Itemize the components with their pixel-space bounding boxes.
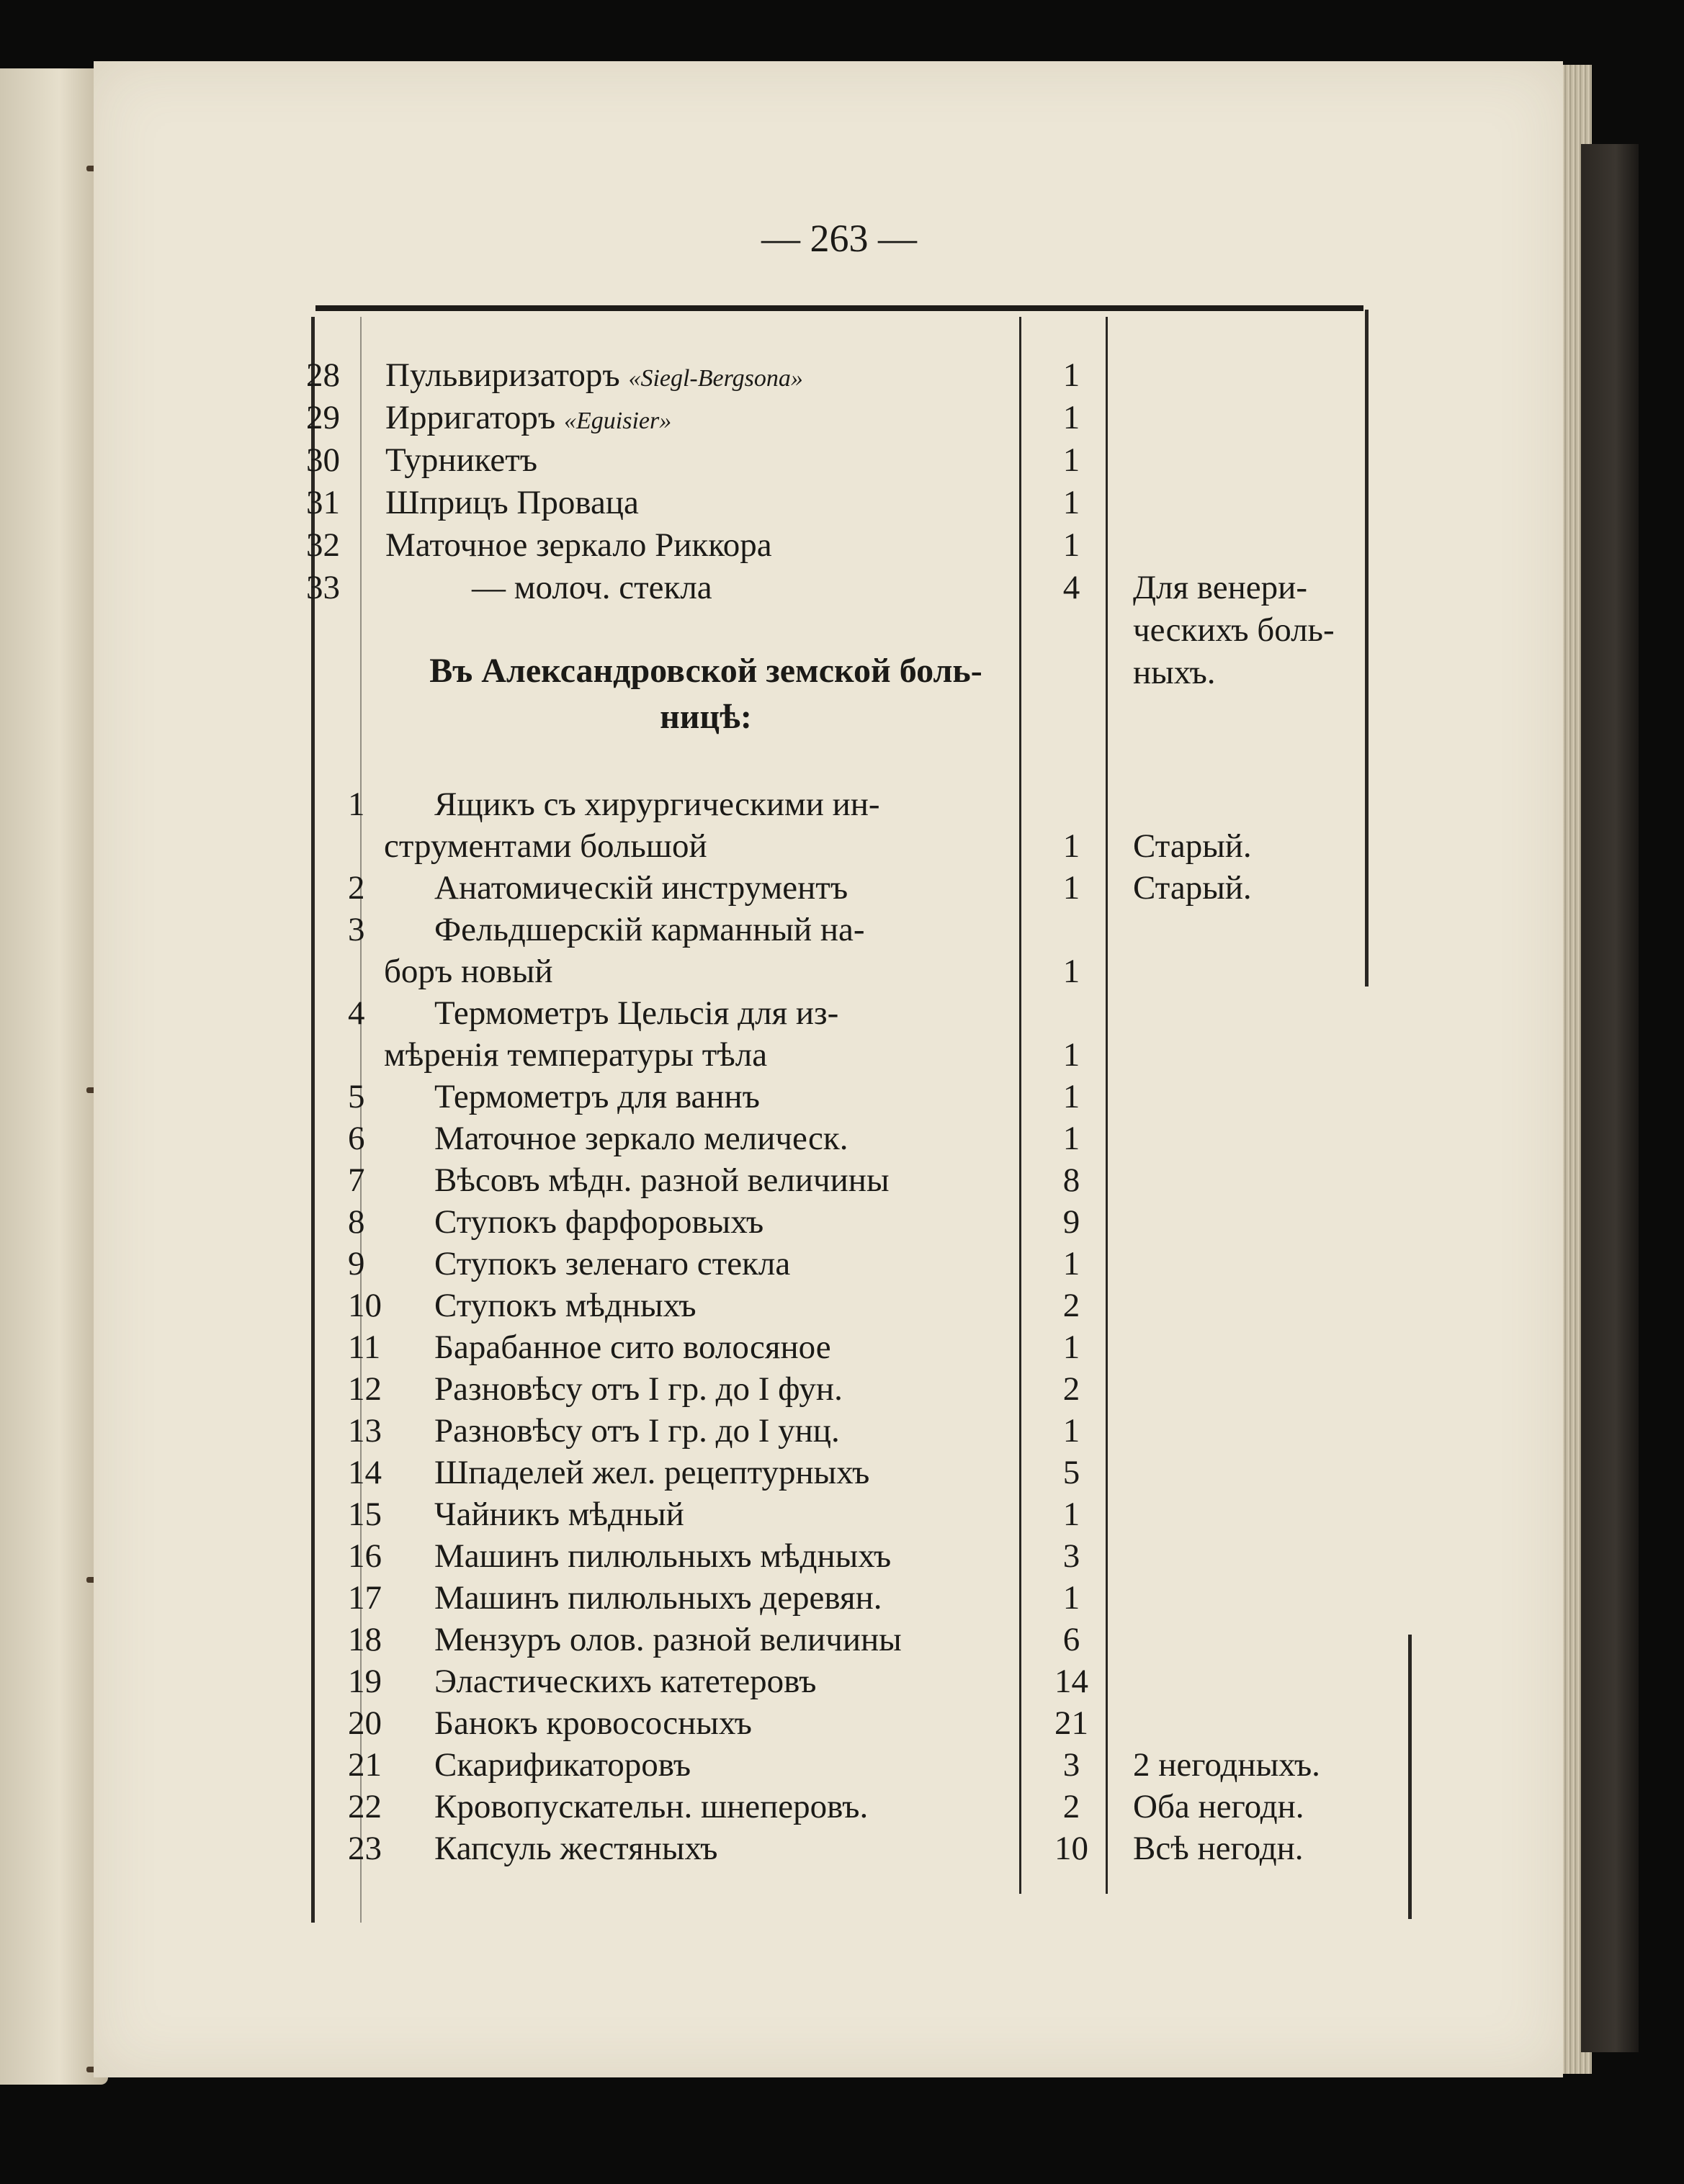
- table-row: [306, 439, 1430, 481]
- item-quantity: 10: [1054, 1830, 1088, 1867]
- table-row-continuation: [306, 1034, 1430, 1076]
- table-row: [306, 1159, 1430, 1201]
- item-name: Чайникъ мѣдный: [434, 1496, 684, 1533]
- item-name: Маточное зеркало Риккора: [385, 526, 772, 564]
- item-quantity: 3: [1062, 1537, 1080, 1575]
- table-row: [306, 992, 1430, 1034]
- row-number: 9: [348, 1245, 365, 1282]
- row-number: 12: [348, 1370, 382, 1408]
- item-note: 2 негодныхъ.: [1133, 1746, 1320, 1784]
- item-quantity: 1: [1062, 399, 1080, 436]
- item-quantity: 5: [1062, 1454, 1080, 1491]
- item-name: Разновѣсу отъ I гр. до I фун.: [434, 1370, 843, 1408]
- item-name: Машинъ пилюльныхъ деревян.: [434, 1579, 882, 1617]
- row-number: 7: [348, 1161, 365, 1199]
- table-row: [306, 1285, 1430, 1326]
- brand-name: «Siegl-Bergsona»: [628, 365, 803, 392]
- table-row: [306, 1410, 1430, 1452]
- item-name: Банокъ кровососныхъ: [434, 1704, 752, 1742]
- item-name: Кровопускательн. шнеперовъ.: [434, 1788, 869, 1825]
- note-continuation: ческихъ боль-: [1133, 611, 1335, 649]
- table-row: [306, 1786, 1430, 1828]
- row-number: 15: [348, 1496, 382, 1533]
- item-quantity: 1: [1062, 1078, 1080, 1115]
- table-row: [306, 1452, 1430, 1493]
- item-name: Маточное зеркало мелическ.: [434, 1120, 848, 1157]
- row-number: 11: [348, 1329, 381, 1366]
- table-row: [306, 1702, 1430, 1744]
- item-quantity: 14: [1054, 1663, 1088, 1700]
- item-quantity: 2: [1062, 1788, 1080, 1825]
- item-note: Старый.: [1133, 827, 1252, 865]
- item-note: Всѣ негодн.: [1133, 1830, 1304, 1867]
- row-number: 2: [348, 869, 365, 907]
- item-quantity: 1: [1062, 869, 1080, 907]
- item-name: боръ новый: [384, 953, 553, 990]
- item-name: Анатомическій инструментъ: [434, 869, 848, 907]
- table-row: [306, 1828, 1430, 1869]
- item-quantity: 6: [1062, 1621, 1080, 1658]
- table-row: [306, 1744, 1430, 1786]
- table-row: [306, 1076, 1430, 1118]
- table-row: [306, 1368, 1430, 1410]
- item-quantity: 9: [1062, 1203, 1080, 1241]
- item-quantity: 1: [1062, 1120, 1080, 1157]
- row-number: 8: [348, 1203, 365, 1241]
- item-quantity: 1: [1062, 1036, 1080, 1074]
- item-name: мѣренія температуры тѣла: [384, 1036, 768, 1074]
- table-row: [306, 482, 1430, 523]
- table-row: [306, 1577, 1430, 1619]
- table-row: [306, 1493, 1430, 1535]
- row-number: 28: [306, 356, 340, 394]
- item-name: Ступокъ мѣдныхъ: [434, 1287, 697, 1324]
- item-name: Скарификаторовъ: [434, 1746, 691, 1784]
- item-note: Для венери-: [1133, 569, 1307, 606]
- table-row: [306, 1661, 1430, 1702]
- table-row-continuation: [306, 825, 1430, 867]
- item-name: — молоч. стекла: [472, 569, 712, 606]
- item-quantity: 1: [1062, 1245, 1080, 1282]
- item-quantity: 21: [1054, 1704, 1088, 1742]
- item-name: Шприцъ Провацa: [385, 484, 639, 521]
- left-page-edge: [0, 68, 108, 2085]
- item-quantity: 1: [1062, 484, 1080, 521]
- table-row: [306, 1118, 1430, 1159]
- table-top-rule: [315, 305, 1363, 311]
- table-row: [306, 1619, 1430, 1661]
- item-quantity: 1: [1062, 827, 1080, 865]
- item-name: Вѣсовъ мѣдн. разной величины: [434, 1161, 890, 1199]
- item-name: Машинъ пилюльныхъ мѣдныхъ: [434, 1537, 892, 1575]
- row-number: 30: [306, 441, 340, 479]
- item-name: Термометръ Цельсія для из-: [434, 994, 839, 1032]
- row-number: 4: [348, 994, 365, 1032]
- row-number: 16: [348, 1537, 382, 1575]
- table-row: [306, 397, 1430, 439]
- item-name: Капсуль жестяныхъ: [434, 1830, 718, 1867]
- row-number: 19: [348, 1663, 382, 1700]
- item-name: Ступокъ фарфоровыхъ: [434, 1203, 764, 1241]
- item-name: Разновѣсу отъ I гр. до I унц.: [434, 1412, 840, 1450]
- row-number: 13: [348, 1412, 382, 1450]
- item-note: Старый.: [1133, 869, 1252, 907]
- item-quantity: 1: [1062, 953, 1080, 990]
- item-quantity: 1: [1062, 526, 1080, 564]
- table-row-continuation: [306, 951, 1430, 992]
- item-name: Шпаделей жел. рецептурныхъ: [434, 1454, 870, 1491]
- table-row: [306, 1243, 1430, 1285]
- item-name: Ступокъ зеленаго стекла: [434, 1245, 791, 1282]
- row-number: 29: [306, 399, 340, 436]
- row-number: 14: [348, 1454, 382, 1491]
- item-quantity: 1: [1062, 356, 1080, 394]
- item-quantity: 1: [1062, 1412, 1080, 1450]
- table-row: [306, 354, 1430, 396]
- item-name: Мензуръ олов. разной величины: [434, 1621, 902, 1658]
- row-number: 20: [348, 1704, 382, 1742]
- item-quantity: 1: [1062, 1329, 1080, 1366]
- brand-name: «Eguisier»: [564, 408, 672, 434]
- item-quantity: 2: [1062, 1370, 1080, 1408]
- section-heading: Въ Александровской земской боль- ницѣ:: [429, 652, 982, 736]
- table-row: [306, 567, 1430, 608]
- table-row: [306, 909, 1430, 951]
- item-name: Термометръ для ваннъ: [434, 1078, 760, 1115]
- item-quantity: 1: [1062, 1496, 1080, 1533]
- table-row: [306, 867, 1430, 909]
- item-note: Оба негодн.: [1133, 1788, 1304, 1825]
- row-number: 5: [348, 1078, 365, 1115]
- row-number: 23: [348, 1830, 382, 1867]
- row-number: 17: [348, 1579, 382, 1617]
- item-name: Эластическихъ катетеровъ: [434, 1663, 817, 1700]
- row-number: 22: [348, 1788, 382, 1825]
- item-name: Ирригаторъ «Eguisier»: [385, 399, 672, 436]
- row-number: 21: [348, 1746, 382, 1784]
- row-number: 32: [306, 526, 340, 564]
- book-cover: [1581, 144, 1639, 2052]
- item-quantity: 1: [1062, 441, 1080, 479]
- table-row: [306, 783, 1430, 825]
- row-number: 18: [348, 1621, 382, 1658]
- item-name: Ящикъ съ хирургическими ин-: [434, 786, 880, 823]
- table-row: [306, 1326, 1430, 1368]
- row-number: 10: [348, 1287, 382, 1324]
- item-quantity: 4: [1062, 569, 1080, 606]
- item-name: Барабанное сито волосяное: [434, 1329, 831, 1366]
- row-number: 3: [348, 911, 365, 948]
- row-number: 6: [348, 1120, 365, 1157]
- item-quantity: 1: [1062, 1579, 1080, 1617]
- item-quantity: 8: [1062, 1161, 1080, 1199]
- item-quantity: 2: [1062, 1287, 1080, 1324]
- item-name: Турникетъ: [385, 441, 538, 479]
- item-name: струментами большой: [384, 827, 707, 865]
- row-number: 1: [348, 786, 365, 823]
- table-row: [306, 1535, 1430, 1577]
- item-name: Пульвиризаторъ «Siegl-Bergsona»: [385, 356, 803, 394]
- table-row: [306, 1201, 1430, 1243]
- item-name: Фельдшерскій карманный на-: [434, 911, 865, 948]
- table-row: [306, 524, 1430, 566]
- row-number: 31: [306, 484, 340, 521]
- note-continuation: ныхъ.: [1133, 654, 1216, 691]
- page-number: — 263 —: [761, 217, 917, 260]
- item-quantity: 3: [1062, 1746, 1080, 1784]
- row-number: 33: [306, 569, 340, 606]
